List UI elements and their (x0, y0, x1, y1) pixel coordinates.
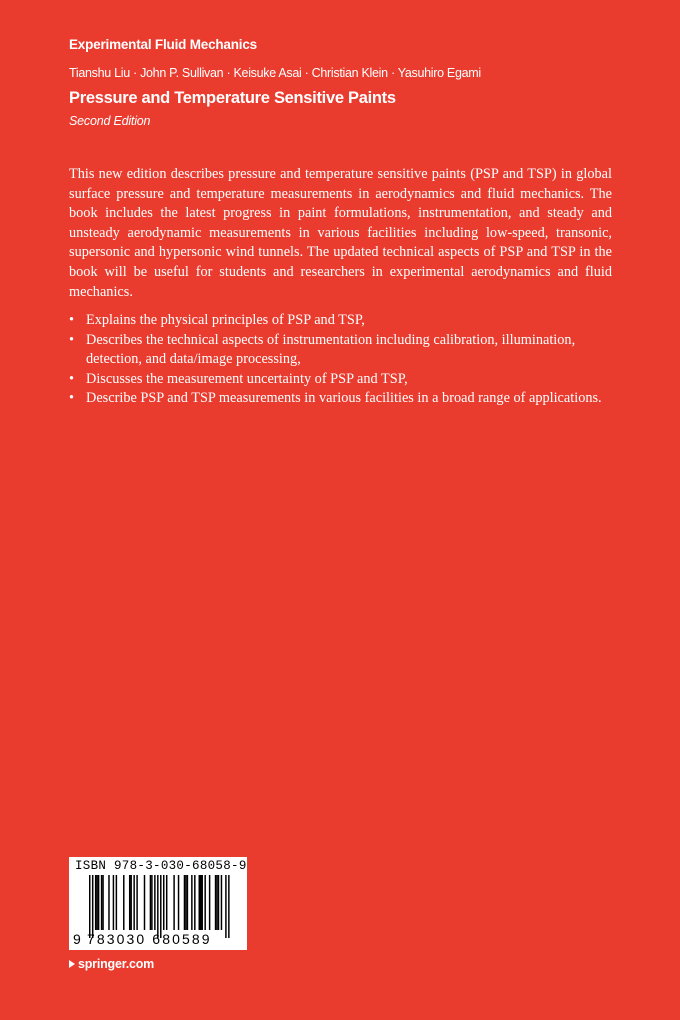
bullet-icon: • (69, 390, 75, 407)
list-item-text: Describes the technical aspects of instrumentation including calibration, illumination, detection, and data/image processing, (86, 331, 576, 368)
isbn-barcode (69, 857, 247, 950)
barcode-bar (163, 875, 164, 930)
barcode-bar (133, 875, 134, 930)
barcode-bar (144, 875, 145, 930)
isbn-label: ISBN 978-3-030-68058-9 (75, 859, 247, 873)
barcode-bar (184, 875, 185, 930)
bullet-icon: • (69, 312, 75, 328)
barcode-bar (191, 875, 192, 930)
barcode-bar (199, 875, 200, 930)
list-item (69, 331, 612, 370)
barcode-bar (166, 875, 167, 930)
list-item (69, 311, 612, 331)
bullet-icon: • (69, 370, 75, 387)
barcode-bar (123, 875, 124, 930)
barcode-bar (228, 875, 229, 938)
barcode-bar (108, 875, 109, 930)
barcode-bar (204, 875, 205, 930)
barcode-bar (101, 875, 102, 930)
ean-digits: 783030 680589 (87, 931, 212, 947)
publisher-link[interactable] (69, 957, 154, 971)
barcode-bar (173, 875, 174, 930)
barcode-bar (92, 875, 93, 938)
barcode-bar (201, 875, 202, 930)
barcode-bar (160, 875, 161, 938)
barcode-bar (130, 875, 131, 930)
barcode-bar (200, 875, 201, 930)
barcode-bar (185, 875, 186, 930)
barcode-bar (225, 875, 226, 938)
authors: Tianshu Liu · John P. Sullivan · Keisuke Asai · Christian Klein · Yasuhiro Egami (69, 66, 481, 80)
bullet-icon: • (69, 331, 75, 348)
barcode-bar (154, 875, 155, 930)
barcode-bar (98, 875, 99, 930)
edition: Second Edition (69, 114, 151, 128)
book-title: Pressure and Temperature Sensitive Paints (69, 89, 396, 107)
book-description: This new edition describes pressure and temperature sensitive paints (PSP and TSP) in global surface pressure and temperature measurements in aerodynamics and fluid mechanics. The book includes the latest progress in paint formulations, instrumentation, and steady and unsteady aerodynamic measurements in various facilities including low-speed, transonic, supersonic and hypersonic wind tunnels. The updated technical aspects of PSP and TSP in the book will be useful for students and researchers in experimental aerodynamics and fluid mechanics. (69, 166, 612, 300)
barcode-bar (129, 875, 130, 930)
list-item-text: Explains the physical principles of PSP and TSP, (86, 312, 365, 328)
barcode-bar (113, 875, 114, 930)
barcode-bar (102, 875, 103, 930)
list-item-text: Discusses the measurement uncertainty of PSP and TSP, (86, 370, 408, 387)
arrow-right-icon (69, 960, 75, 968)
barcode-bar (136, 875, 137, 930)
list-item-text: Describe PSP and TSP measurements in various facilities in a broad range of applications. (86, 390, 602, 407)
barcode-bar (194, 875, 195, 930)
list-item (69, 389, 612, 409)
barcode-bar (187, 875, 188, 930)
feature-list (69, 311, 612, 409)
barcode-bar (216, 875, 217, 930)
barcode-bar (96, 875, 97, 930)
barcode-bar (215, 875, 216, 930)
barcode-bar (89, 875, 90, 938)
barcode-bar (178, 875, 179, 930)
barcode-bar (116, 875, 117, 930)
barcode-bar (151, 875, 152, 930)
ean-first-digit: 9 (73, 931, 81, 947)
barcode-bar (209, 875, 210, 930)
publisher-url: springer.com (78, 957, 155, 971)
barcode-bar (95, 875, 96, 930)
list-item (69, 370, 612, 390)
series-title: Experimental Fluid Mechanics (69, 37, 257, 52)
barcode-bar (150, 875, 151, 930)
barcode-bar (218, 875, 219, 930)
barcode-bar (221, 875, 222, 930)
barcode-bar (157, 875, 158, 938)
